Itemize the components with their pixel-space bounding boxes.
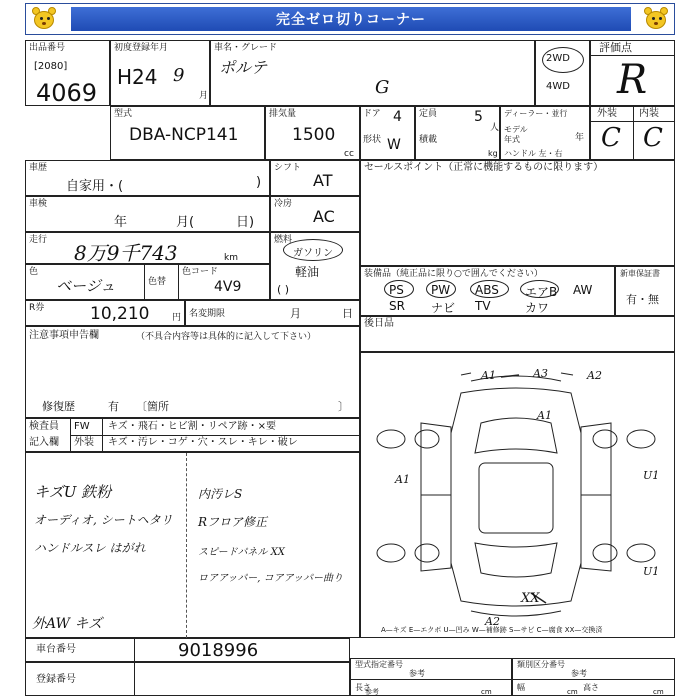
comment-right-2: Rフロア修正 — [198, 515, 268, 529]
first-reg-label: 初度登録年月 — [114, 43, 169, 53]
exterior-value: C — [601, 123, 621, 153]
ac-value: AC — [313, 207, 335, 226]
equipment-item: SR — [389, 299, 405, 313]
color-code: 4V9 — [214, 279, 242, 295]
registration-box — [25, 662, 350, 696]
first-reg-month: 9 — [173, 65, 185, 86]
roof-shape — [479, 463, 553, 533]
model-box — [110, 106, 265, 160]
model-label: 型式 — [114, 109, 133, 119]
ext-int-box — [590, 106, 675, 160]
repair-label: 修復歴 — [42, 400, 75, 413]
body-outline — [451, 388, 581, 606]
sales-point-box — [360, 160, 675, 266]
drive-4wd: 4WD — [546, 81, 570, 92]
inspection-month: 月( — [176, 215, 195, 230]
model-cert-note: 参考 — [409, 669, 425, 678]
year-unit: 年 — [575, 133, 585, 143]
class-no-note: 参考 — [571, 669, 587, 678]
equipment-circle — [384, 280, 414, 298]
fuel-other: ( ) — [277, 283, 290, 296]
equipment-box — [360, 266, 615, 316]
model-value: DBA-NCP141 — [129, 125, 239, 145]
equipment-circle — [520, 280, 559, 298]
handle-label: ハンドル 左・右 — [504, 149, 563, 158]
ac-label: 冷房 — [274, 199, 293, 209]
fuel-gasoline: ガソリン — [293, 248, 333, 259]
comments-box — [25, 452, 360, 638]
repair-value: 有 — [108, 400, 119, 413]
repair-close: 〕 — [338, 400, 349, 413]
capacity-value: 5 — [474, 109, 483, 125]
equipment-circle — [426, 280, 456, 298]
repair-location: 〔箇所 — [136, 400, 169, 413]
color-box — [25, 264, 270, 300]
mark-rear-center: XX — [521, 591, 540, 606]
inspector-ext: 外装 — [74, 437, 94, 448]
dealer-label: ディーラー・並行 — [504, 109, 568, 118]
wheel-fl — [415, 430, 439, 448]
equipment-item: カワ — [525, 301, 550, 315]
mileage-value: 8万9千743 — [74, 241, 178, 265]
wheel-rr — [593, 544, 617, 562]
dealer-box — [500, 106, 590, 160]
history-close: ) — [256, 175, 262, 190]
class-no-label: 類別区分番号 — [517, 660, 565, 669]
lot-number: 4069 — [36, 79, 98, 107]
equipment-item: ABS — [475, 283, 499, 297]
rear-window-shape — [475, 543, 557, 577]
inspection-day: 日) — [236, 215, 255, 230]
inspector-box — [25, 418, 360, 452]
inspector-items2: キズ・汚レ・コゲ・穴・スレ・キレ・破レ — [108, 437, 298, 448]
height-label: 高さ — [583, 683, 599, 692]
chassis-box — [25, 638, 350, 662]
chassis-value: 9018996 — [178, 640, 259, 661]
lot-code: [2080] — [34, 61, 68, 72]
displacement-label: 排気量 — [269, 109, 297, 119]
bear-mascot-icon — [642, 6, 670, 32]
comment-left-1: キズU 鉄粉 — [34, 483, 112, 501]
wheel-fr — [593, 430, 617, 448]
warranty-box — [615, 266, 675, 316]
inspection-box — [25, 196, 270, 232]
door-value: 4 — [393, 109, 402, 125]
bear-mascot-icon — [30, 6, 58, 32]
notes-sub: （不具合内容等は具体的に記入して下さい） — [136, 332, 317, 342]
shape-value: W — [387, 137, 401, 153]
warranty-value: 有・無 — [626, 293, 659, 306]
notes-label: 注意事項申告欄 — [29, 330, 99, 341]
equipment-item: PS — [389, 283, 404, 297]
month-unit: 月 — [199, 91, 209, 101]
equipment-item: エアB — [525, 285, 558, 299]
shift-box — [270, 160, 360, 196]
displacement-value: 1500 — [292, 125, 336, 145]
banner — [25, 3, 675, 35]
door-label: ドア — [363, 109, 381, 119]
mark-front-left: A1 — [481, 369, 496, 382]
inspection-year: 年 — [114, 215, 128, 230]
cm-unit-1: cm — [481, 688, 492, 696]
comment-left-4: 外AW キズ — [32, 616, 103, 632]
grade-value: R — [617, 57, 648, 103]
banner-title: 完全ゼロ切りコーナー — [276, 12, 426, 28]
grade-box — [590, 40, 675, 106]
model-cert-box — [350, 658, 512, 696]
dims-note: 参考 — [365, 688, 379, 696]
car-diagram-box — [360, 352, 675, 638]
capacity-box — [415, 106, 500, 160]
capacity-unit: 人 — [490, 123, 500, 133]
interior-value: C — [643, 123, 663, 153]
drive-2wd: 2WD — [546, 53, 570, 64]
km-unit: km — [224, 253, 238, 263]
cm-unit-3: cm — [653, 688, 664, 696]
inspector-fw: FW — [74, 421, 90, 432]
model-cert-label: 型式指定番号 — [355, 660, 403, 669]
color-value: ベージュ — [56, 277, 116, 295]
exterior-label: 外装 — [597, 108, 617, 119]
car-name: ポルテ — [219, 58, 268, 77]
equipment-item: TV — [475, 299, 491, 313]
after-equipment-label: 後日品 — [364, 318, 394, 329]
fuel-label: 燃料 — [274, 235, 293, 245]
length-label: 長さ — [355, 683, 371, 692]
equipment-item: PW — [431, 283, 451, 297]
color-code-label: 色コード — [182, 267, 219, 277]
wheel-rl — [415, 544, 439, 562]
first-reg-era: H24 — [117, 65, 158, 89]
color-label: 色 — [29, 267, 39, 277]
drive-box — [535, 40, 590, 106]
comment-right-3: スピードパネル XX — [198, 547, 285, 558]
mileage-label: 走行 — [29, 235, 48, 245]
inspector-label: 検査員 — [29, 421, 59, 432]
inspector-items1: キズ・飛石・ヒビ割・リペア跡・×要 — [108, 421, 276, 432]
first-reg-box — [110, 40, 210, 106]
history-label: 車歴 — [29, 163, 48, 173]
windshield-shape — [475, 418, 557, 453]
equipment-item: ナビ — [431, 301, 456, 315]
shift-value: AT — [313, 171, 333, 190]
width-label: 幅 — [517, 683, 525, 692]
comment-left-3: ハンドルスレ はがれ — [34, 541, 146, 555]
color-change-label: 色替 — [148, 277, 167, 287]
interior-label: 内装 — [639, 108, 659, 119]
banner-bar — [71, 7, 631, 31]
cc-unit: cc — [344, 149, 354, 159]
mark-front-right: A2 — [587, 369, 602, 382]
mark-left-side: A1 — [395, 473, 410, 486]
displacement-box — [265, 106, 360, 160]
car-name-label: 車名・グレード — [214, 43, 278, 53]
chassis-label: 車台番号 — [36, 644, 76, 655]
damage-legend: A—キズ E—エクボ U—凹み W—補修跡 S—サビ C—腐食 XX—交換済 — [381, 626, 603, 634]
warranty-label: 新車保証書 — [620, 269, 660, 278]
notes-box — [25, 326, 360, 418]
comment-right-1: 内汚レS — [198, 487, 243, 501]
car-diagram-svg — [361, 353, 674, 637]
tax-month: 月 — [290, 307, 301, 320]
lot-box — [25, 40, 110, 106]
lot-label: 出品番号 — [29, 43, 66, 53]
inspector-label2: 記入欄 — [29, 437, 59, 448]
shift-label: シフト — [274, 163, 302, 173]
mark-right-front: U1 — [643, 469, 660, 482]
registration-label: 登録番号 — [36, 674, 76, 685]
mark-right-rear: U1 — [643, 565, 660, 578]
car-grade: G — [375, 77, 390, 98]
mileage-box — [25, 232, 270, 264]
model-year-label: モデル年式 — [504, 125, 528, 144]
inspection-label: 車検 — [29, 199, 48, 209]
tax-box — [185, 300, 360, 326]
history-box — [25, 160, 270, 196]
tax-label: 名変期限 — [189, 309, 226, 319]
capacity-label: 定員 — [419, 109, 438, 119]
recycle-value: 10,210 — [90, 304, 150, 324]
yen-unit: 円 — [172, 313, 182, 323]
equipment-item: AW — [573, 283, 593, 297]
history-value: 自家用・( — [66, 179, 124, 194]
load-label: 積載 — [419, 135, 438, 145]
mark-rear-bumper: A2 — [485, 615, 500, 628]
kg-unit: kg — [488, 149, 498, 158]
mark-front-center: A3 — [533, 367, 548, 380]
sales-point-label: セールスポイント（正常に機能するものに限ります） — [364, 162, 604, 173]
mark-hood: A1 — [537, 409, 552, 422]
class-no-box — [512, 658, 675, 696]
fuel-diesel: 軽油 — [295, 265, 320, 279]
ac-box — [270, 196, 360, 232]
recycle-label: R券 — [29, 303, 45, 313]
cm-unit-2: cm — [567, 688, 578, 696]
grade-label: 評価点 — [599, 41, 632, 54]
equipment-label: 装備品（純正品に限り○で囲んでください） — [364, 269, 543, 279]
recycle-box — [25, 300, 185, 326]
door-box — [360, 106, 415, 160]
comment-left-2: オーディオ, シートヘタリ — [34, 513, 173, 527]
fuel-box — [270, 232, 360, 300]
shape-label: 形状 — [363, 135, 382, 145]
after-equipment-box — [360, 316, 675, 352]
comment-right-4: ロアアッパー, コアアッパー曲り — [198, 573, 343, 584]
car-name-box — [210, 40, 535, 106]
tax-day: 日 — [342, 307, 353, 320]
equipment-circle — [470, 280, 509, 298]
